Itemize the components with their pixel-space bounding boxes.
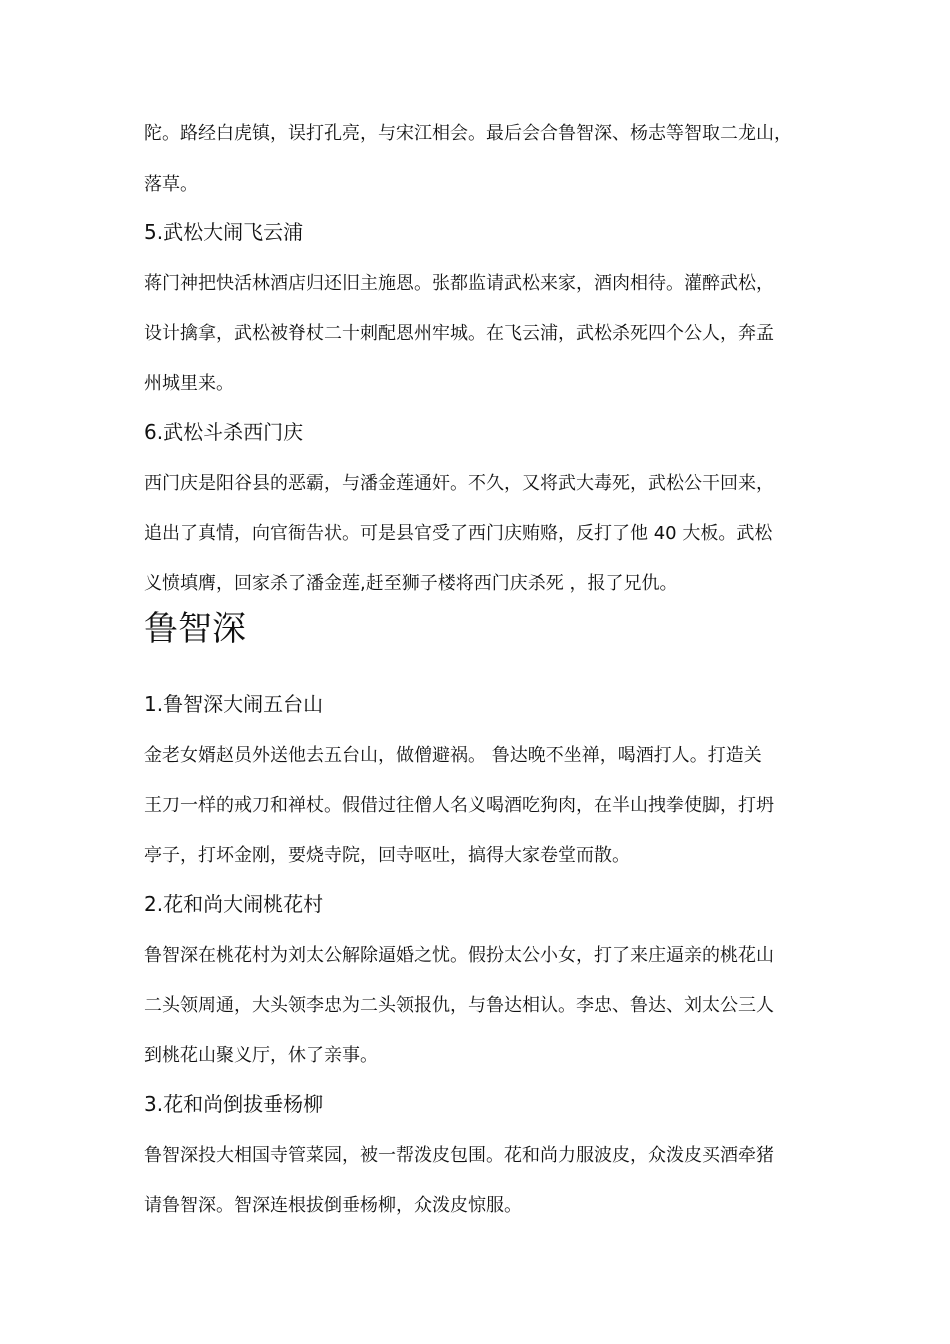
paragraph-line: 蒋门神把快活林酒店归还旧主施恩。张都监请武松来家，酒肉相待。灌醉武松，	[144, 273, 774, 294]
paragraph-line: 二头领周通，大头领李忠为二头领报仇，与鲁达相认。李忠、鲁达、刘太公三人	[144, 995, 774, 1016]
section-heading: 3.花和尚倒拔垂杨柳	[144, 1092, 324, 1116]
paragraph-line: 金老女婿赵员外送他去五台山，做僧避祸。 鲁达晚不坐禅，喝酒打人。打造关	[144, 745, 762, 766]
paragraph-line: 亭子，打坏金刚，要烧寺院，回寺呕吐，搞得大家卷堂而散。	[144, 845, 630, 866]
section-heading: 5.武松大闹飞云浦	[144, 220, 304, 244]
section-heading: 6.武松斗杀西门庆	[144, 420, 304, 444]
paragraph-line: 到桃花山聚义厅，休了亲事。	[144, 1045, 378, 1066]
paragraph-line: 陀。路经白虎镇，误打孔亮，与宋江相会。最后会合鲁智深、杨志等智取二龙山，	[144, 123, 792, 144]
paragraph-line: 西门庆是阳谷县的恶霸，与潘金莲通奸。不久，又将武大毒死，武松公干回来，	[144, 473, 774, 494]
paragraph-line: 追出了真情，向官衙告状。可是县官受了西门庆贿赂，反打了他 40 大板。武松	[144, 523, 773, 544]
section-heading: 1.鲁智深大闹五台山	[144, 692, 324, 716]
paragraph-line: 请鲁智深。智深连根拔倒垂杨柳，众泼皮惊服。	[144, 1195, 522, 1216]
paragraph-line: 落草。	[144, 174, 198, 195]
paragraph-line: 设计擒拿，武松被脊杖二十刺配恩州牢城。在飞云浦，武松杀死四个公人，奔孟	[144, 323, 774, 344]
paragraph-line: 州城里来。	[144, 373, 234, 394]
section-heading: 2.花和尚大闹桃花村	[144, 892, 324, 916]
chapter-title: 鲁智深	[144, 609, 246, 649]
paragraph-line: 鲁智深投大相国寺管菜园，被一帮泼皮包围。花和尚力服波皮，众泼皮买酒牵猪	[144, 1145, 774, 1166]
paragraph-line: 王刀一样的戒刀和禅杖。假借过往僧人名义喝酒吃狗肉，在半山拽拳使脚，打坍	[144, 795, 774, 816]
paragraph-line: 鲁智深在桃花村为刘太公解除逼婚之忧。假扮太公小女，打了来庄逼亲的桃花山	[144, 945, 774, 966]
paragraph-line: 义愤填膺，回家杀了潘金莲,赶至狮子楼将西门庆杀死 ，报了兄仇。	[144, 573, 678, 594]
